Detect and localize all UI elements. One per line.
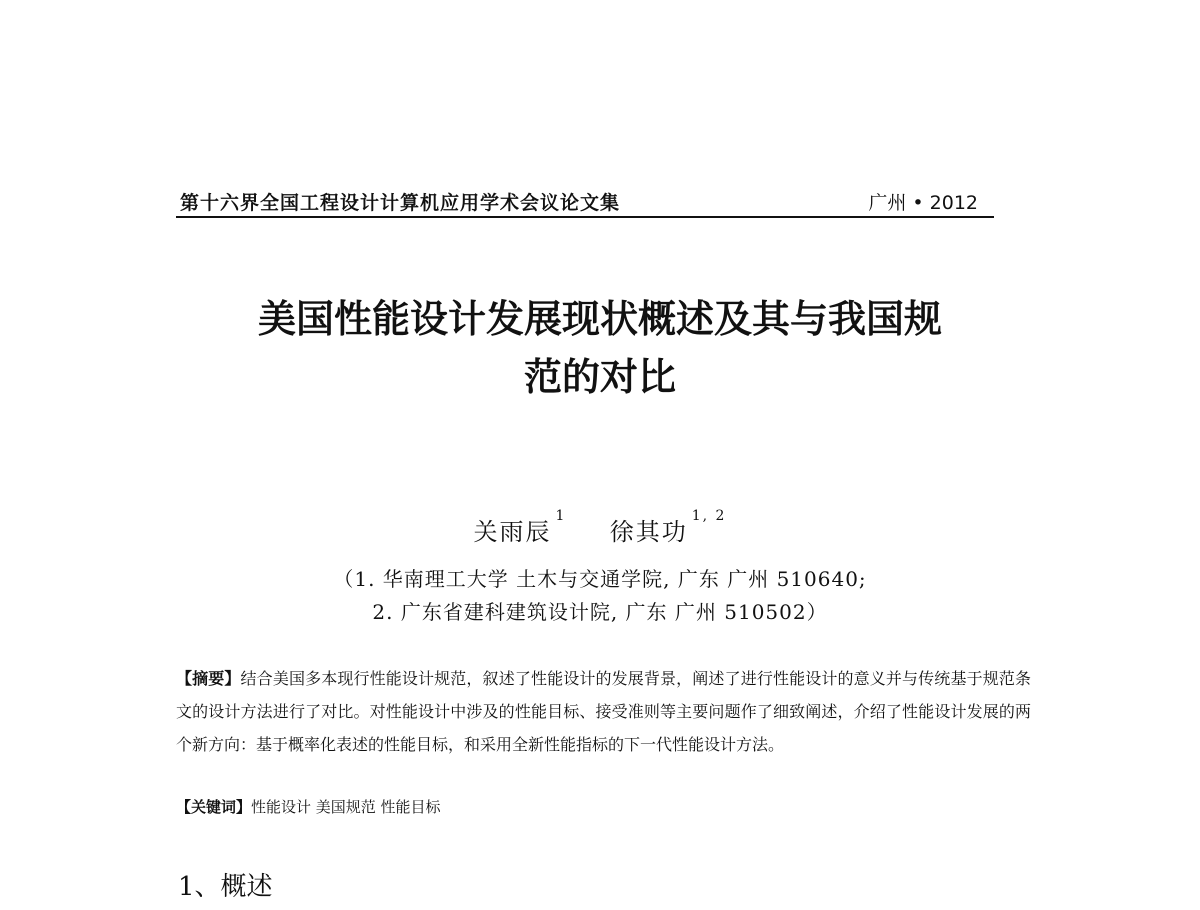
- abstract-text: 结合美国多本现行性能设计规范，叙述了性能设计的发展背景，阐述了进行性能设计的意义并与传统基于规范条文的设计方法进行了对比。对性能设计中涉及的性能目标、接受准则等主要问题作了细致阐述，介绍了性能设计发展的两个新方向：基于概率化表述的性能目标，和采用全新性能指标的下一代性能设计方法。: [176, 669, 1031, 754]
- author-list: [300, 508, 900, 547]
- affiliation-line: 2. 广东省建科建筑设计院, 广东 广州 510502）: [372, 600, 828, 624]
- author-affil-mark: 1: [555, 508, 567, 524]
- keywords: [176, 796, 441, 817]
- paper-title-line1: 美国性能设计发展现状概述及其与我国规: [257, 297, 942, 341]
- author-name: 徐其功: [609, 518, 688, 546]
- author-affil-mark: 1, 2: [691, 508, 727, 524]
- author-name: 关雨辰: [473, 518, 552, 546]
- abstract-label: 【摘要】: [176, 669, 241, 688]
- abstract: [176, 662, 1031, 761]
- affiliation-line: （1. 华南理工大学 土木与交通学院, 广东 广州 510640;: [333, 567, 867, 591]
- place-year: 广州 • 2012: [868, 192, 978, 214]
- paper-title: [150, 290, 1050, 406]
- keywords-label: 【关键词】: [176, 798, 252, 816]
- section-heading: 1、概述: [178, 872, 273, 902]
- keywords-text: 性能设计 美国规范 性能目标: [251, 798, 441, 816]
- conference-name: 第十六界全国工程设计计算机应用学术会议论文集: [180, 192, 621, 214]
- paper-title-line2: 范的对比: [523, 355, 676, 399]
- running-header: [176, 186, 994, 218]
